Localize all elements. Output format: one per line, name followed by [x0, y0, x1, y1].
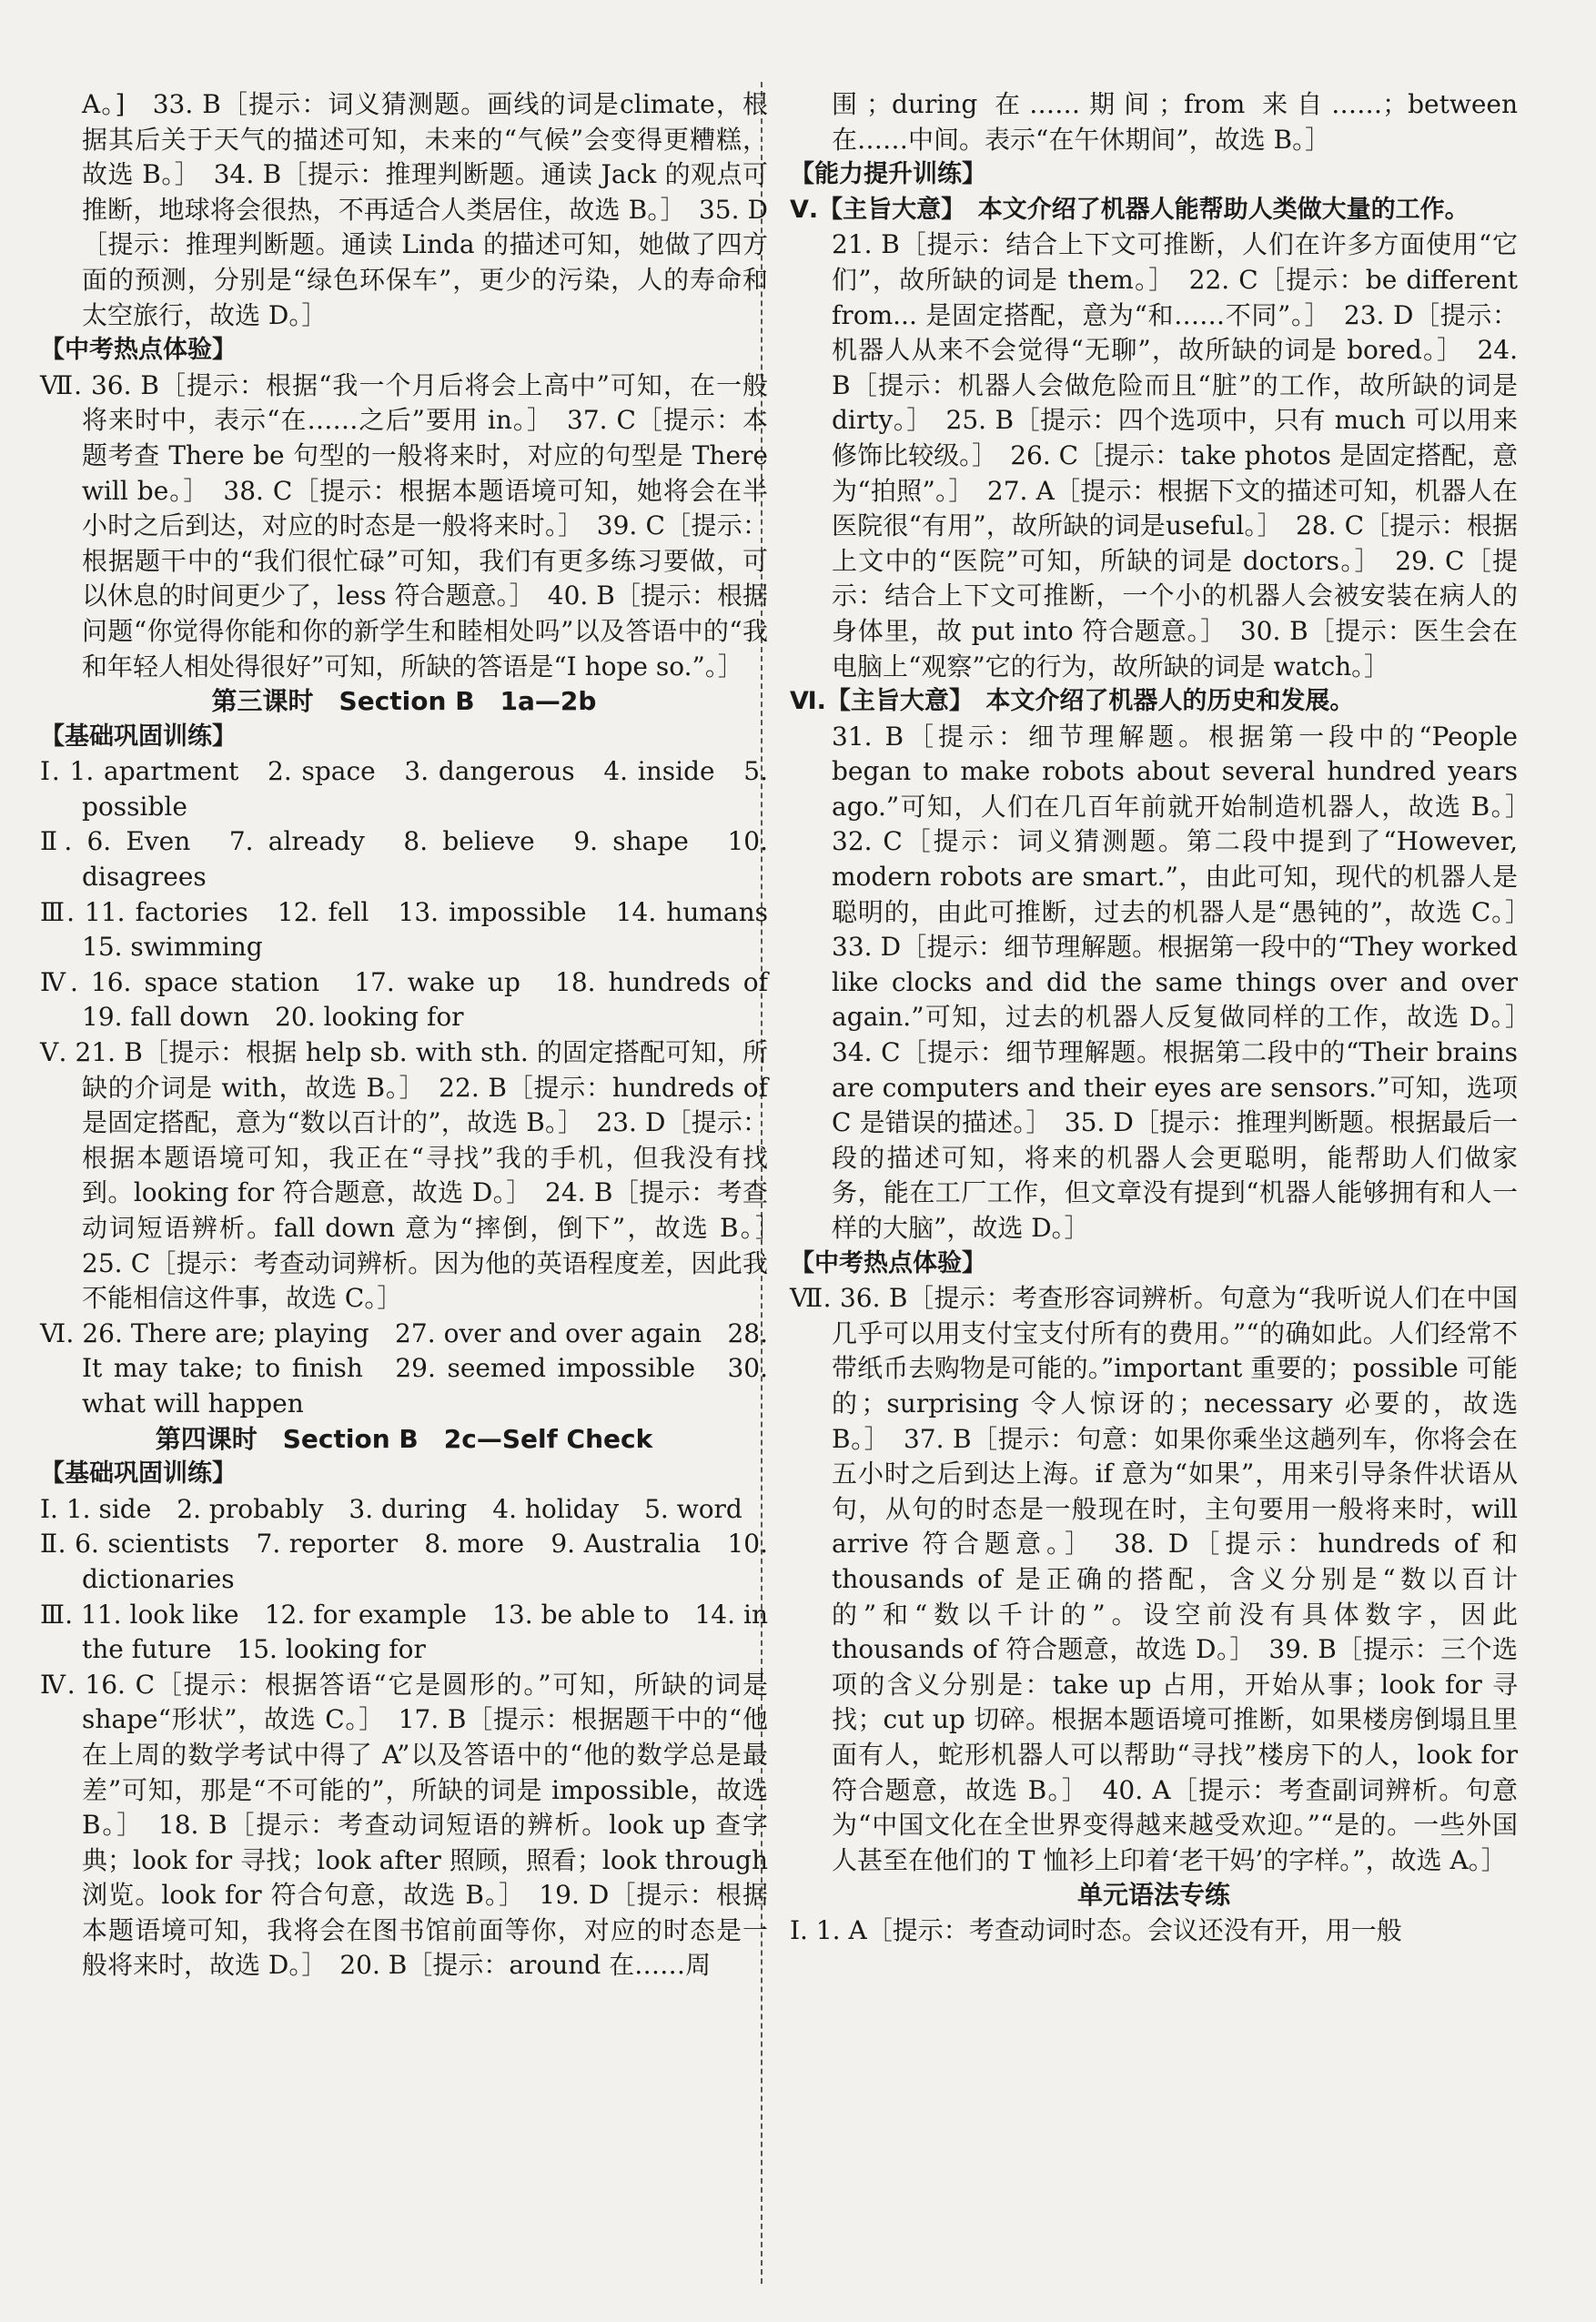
section-v-answers: 21. B［提示：结合上下文可推断，人们在许多方面使用“它们”，故所缺的词是 them。］ 22. C［提示：be different from... 是固定搭配，意为“和……不同”。］ 23. D［提示：机器人从来不会觉得“无聊”，故所缺的词是 bored。］ 24. B［提示：机器人会做危险而且“脏”的工作，故所缺的词是 dirty。］ 25. B［提示：四个选项中，只有 much 可以用来修饰比较级。］ 26. C［提示：take photos 是固定搭配，意为“拍照”。］ 27. A［提示：根据下文的描述可知，机器人在医院很“有用”，故所缺的词是useful。］ 28. C［提示：根据上文中的“医院”可知，所缺的词是 doctors。］ 29. C［提示：结合上下文可推断，一个小的机器人会被安装在病人的身体里，故 put into 符合题意。］ 30. B［提示：医生会在电脑上“观察”它的行为，故所缺的词是 watch。］: [832, 229, 1518, 681]
section-heading-basic: 【基础巩固训练】: [40, 722, 237, 751]
section-vii-answers-2: Ⅶ. 36. B［提示：考查形容词辨析。句意为“我听说人们在中国几乎可以用支付宝支付所有的费用。”“的确如此。人们经常不带纸币去购物是可能的。”important 重要的；possible 可能的；surprising 令人惊讶的；necessary 必要的，故选 B。］ 37. B［提示：句意：如果你乘坐这趟列车，你将会在五小时之后到达上海。if 意为“如果”，用来引导条件状语从句，从句的时态是一般现在时，主句要用一般将来时，will arrive 符合题意。］ 38. D［提示：hundreds of 和 thousands of 是正确的搭配，含义分别是“数以百计的”和“数以千计的”。设空前没有具体数字，因此 thousands of 符合题意，故选 D。］ 39. B［提示：三个选项的含义分别是：take up 占用，开始从事；look for 寻找；cut up 切碎。根据本题语境可推断，如果楼房倒塌且里面有人，蛇形机器人可以帮助“寻找”楼房下的人，look for 符合题意，故选 B。］ 40. A［提示：考查副词辨析。句意为“中国文化在全世界变得越来越受欢迎。”“是的。一些外国人甚至在他们的 T 恤衫上印着‘老干妈’的字样。”，故选 A。］: [790, 1283, 1518, 1875]
l3-section-vi: Ⅵ. 26. There are; playing 27. over and over again 28. It may take; to finish 29. seemed impossible 30. what will happen: [40, 1317, 768, 1418]
left-column: [40, 87, 794, 1984]
section-v-main-idea: Ⅴ.【主旨大意】 本文介绍了机器人能帮助人类做大量的工作。: [790, 195, 1470, 224]
l3-section-i: Ⅰ. 1. apartment 2. space 3. dangerous 4. inside 5. possible: [40, 756, 768, 822]
lesson-title-4: 第四课时 Section B 2c—Self Check: [155, 1423, 653, 1454]
paragraph-cont-35: A。] 33. B［提示：词义猜测题。画线的词是climate，根据其后关于天气的描述可知，未来的“气候”会变得更糟糕，故选 B。］ 34. B［提示：推理判断题。通读 Jack 的观点可推断，地球将会很热，不再适合人类居住，故选 B。］ 35. D［提示：推理判断题。通读 Linda 的描述可知，她做了四方面的预测，分别是“绿色环保车”，更少的污染，人的寿命和太空旅行，故选 D。］: [82, 89, 768, 330]
section-heading-hot: 【中考热点体验】: [40, 336, 237, 365]
l4-section-ii: Ⅱ. 6. scientists 7. reporter 8. more 9. Australia 10. dictionaries: [40, 1529, 768, 1594]
l3-section-iii: Ⅲ. 11. factories 12. fell 13. impossible 14. humans 15. swimming: [40, 896, 794, 963]
l3-section-ii: Ⅱ. 6. Even 7. already 8. believe 9. shape 10. disagrees: [40, 826, 768, 893]
grammar-section-i: Ⅰ. 1. A［提示：考查动词时态。会议还没有开，用一般: [790, 1914, 1402, 1945]
l4-section-iii: Ⅲ. 11. look like 12. for example 13. be able to 14. in the future 15. looking for: [40, 1599, 768, 1665]
right-column: [790, 87, 1544, 1948]
section-heading-hot-2: 【中考热点体验】: [790, 1248, 986, 1277]
l3-section-v: Ⅴ. 21. B［提示：根据 help sb. with sth. 的固定搭配可知，所缺的介词是 with，故选 B。］ 22. B［提示：hundreds of 是固定搭配，意为“数以百计的”，故选 B。］ 23. D［提示：根据本题语境可知，我正在“寻找”我的手机，但我没有找到。looking for 符合题意，故选 D。］ 24. B［提示：考查动词短语辨析。fall down 意为“摔倒，倒下”，故选 B。］ 25. C［提示：考查动词辨析。因为他的英语程度差，因此我不能相信这件事，故选 C。］: [40, 1037, 794, 1314]
l4-section-i: Ⅰ. 1. side 2. probably 3. during 4. holiday 5. word: [40, 1493, 742, 1524]
section-vi-answers: 31. B［提示：细节理解题。根据第一段中的“People began to make robots about several hundred years ago.”可知，人们在几百年前就开始制造机器人，故选 B。］ 32. C［提示：词义猜测题。第二段中提到了“However, modern robots are smart.”，由此可知，现代的机器人是聪明的，由此可推断，过去的机器人是“愚钝的”，故选 C。］ 33. D［提示：细节理解题。根据第一段中的“They worked like clocks and did the same things over and over again.”可知，过去的机器人反复做同样的工作，故选 D。］ 34. C［提示：细节理解题。根据第二段中的“Their brains are computers and their eyes are sensors.”可知，选项 C 是错误的描述。］ 35. D［提示：推理判断题。根据最后一段的描述可知，将来的机器人会更聪明，能帮助人们做家务，能在工厂工作，但文章没有提到“机器人能够拥有和人一样的大脑”，故选 D。］: [832, 721, 1544, 1243]
grammar-practice-title: 单元语法专练: [1076, 1880, 1230, 1911]
l4-section-iv: Ⅳ. 16. C［提示：根据答语“它是圆形的。”可知，所缺的词是 shape“形状”，故选 C。］ 17. B［提示：根据题干中的“他在上周的数学考试中得了 A”以及答语中的“他的数学总是最差”可知，那是“不可能的”，所缺的词是 impossible，故选 B。］ 18. B［提示：考查动词短语的辨析。look up 查字典；look for 寻找；look after 照顾，照看；look through 浏览。look for 符合句意，故选 B。］ 19. D［提示：根据本题语境可知，我将会在图书馆前面等你，对应的时态是一般将来时，故选 D。］ 20. B［提示：around 在……周: [40, 1669, 768, 1981]
l3-section-iv: Ⅳ. 16. space station 17. wake up 18. hundreds of 19. fall down 20. looking for: [40, 966, 794, 1033]
section-vi-main-idea: Ⅵ.【主旨大意】 本文介绍了机器人的历史和发展。: [790, 687, 1355, 716]
paragraph-cont-20: 围；during 在……期间；from 来自……；between 在……中间。表示“在午休期间”，故选 B。］: [832, 89, 1518, 155]
section-heading-basic-2: 【基础巩固训练】: [40, 1459, 237, 1489]
section-heading-ability: 【能力提升训练】: [790, 160, 986, 189]
section-vii-answers: Ⅶ. 36. B［提示：根据“我一个月后将会上高中”可知，在一般将来时中，表示“在……之后”要用 in。］ 37. C［提示：本题考查 There be 句型的一般将来时，对应的句型是 There will be。］ 38. C［提示：根据本题语境可知，她将会在半小时之后到达，对应的时态是一般将来时。］ 39. C［提示：根据题干中的“我们很忙碌”可知，我们有更多练习要做，可以休息的时间更少了，less 符合题意。］ 40. B［提示：根据问题“你觉得你能和你的新学生和睦相处吗”以及答语中的“我和年轻人相处得很好”可知，所缺的答语是“I hope so.”。］: [40, 369, 768, 681]
lesson-title-3: 第三课时 Section B 1a—2b: [211, 686, 597, 717]
